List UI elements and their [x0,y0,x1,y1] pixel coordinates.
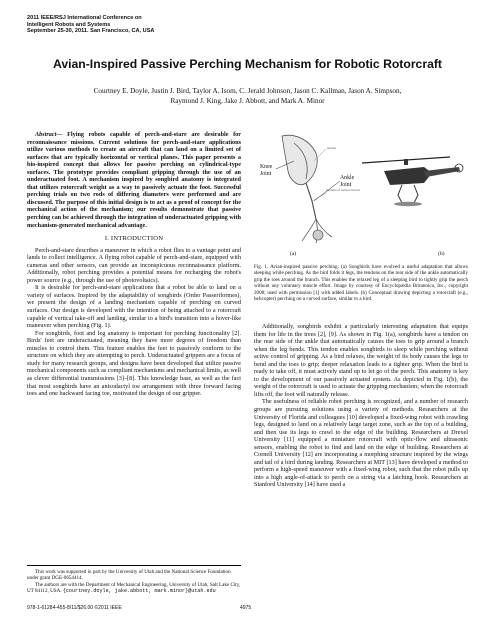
section-heading: I. INTRODUCTION [104,235,164,243]
footer-page-number: 4975 [240,605,252,611]
label-tendon-flexor: tendons of various flexors [326,188,361,192]
intro-paragraph-1: Perch-and-stare describes a maneuver in which a robot flies to a vantage point and lands to collect intelligence. A flying robot capable of perch-and-stare, equipped with cameras and other sensors, can provide an inconspicuous reconnaissance platform. Additionally, robot perching provides a potential means for recharging the robot's power source (e.g., through the use of photovoltaics). [27,246,241,284]
abstract [27,131,241,229]
label-ankle-joint: Joint [340,182,352,188]
footnote-affiliation-text: The authors are with the Department of Mechanical Engineering, University of Utah, Salt Lake City, UT 84112, USA. [27,581,241,595]
left-column [27,131,241,398]
right-paragraph-2: The usefulness of reliable robot perching is recognized, and a number of research groups are pursuing solutions using a variety of methods. Researchers at the University of Florida and colleagues [10] developed a fixed-wing robot with crawling legs, designed to land on a relatively large target zone, such as the top of a building, and then use its legs to crawl to the edge of the building. Researchers at Drexel University [11] equipped a miniature rotorcraft with optic-flow and ultrasonic sensors, enabling the robot to find and land on the edge of building. Researchers at Cornell University [12] are incorporating a morphing structure inspired by the wings and tail of a bird during landing. Researchers at MIT [13] have developed a method to perform a high-speed maneuver with a fixed-wing robot, such that the robot pulls up into a high angle-of-attack to perch on a string via a latching hook. Researchers at Stanford University [14] have used a [254,398,468,489]
helicopter-illustration [362,157,463,206]
conference-header [27,15,154,35]
abstract-text: — Flying robots capable of perch-and-stare are desirable for reconnaissance missions. Current solutions for perch-and-stare applications utilize various methods to create an aircraft that can land on a limited set of surfaces that are typically horizontal or vertical planes. This paper presents a bio-inspired concept that allows for passive perching on cylindrical-type surfaces. The prototype provides compliant gripping through the use of an underactuated foot. A mechanism inspired by songbird anatomy is integrated that utilizes rotorcraft weight as a way to passively actuate the foot. Successful perching trials on two rods of differing diameters were performed and are discussed. The purpose of this initial design is to act as a proof of concept for the mechanical action of the mechanism; our results demonstrate that passive perching can be achieved through the integration of underactuated gripping with mechanism-generated mechanical advantage. [27,131,241,229]
label-tendon: tendon [327,146,337,150]
label-knee: Knee [260,164,273,170]
figure-1-caption: Fig. 1. Avian-inspired passive perching. (a) Songbirds have evolved a useful adaptation that allows sleeping while perching. As the bird folds it legs, the tendons on the rear side of the ankle automatically grip the toes around the branch. This enables the relaxed leg of a sleeping bird to tightly grip the perch without any voluntary muscle effort. Image by courtesy of Encyclopædia Britannica, Inc., copyright 2008; used with permission [1] with added labels. (b) Conceptual drawing depicting a rotorcraft (e.g., helicopter) perching on a curved surface, similar to a bird. [254,264,468,303]
conference-line-1: 2011 IEEE/RSJ International Conference on [27,15,142,21]
footnote [27,565,241,595]
paper-title: Avian-Inspired Passive Perching Mechanism for Robotic Rotorcraft [53,57,442,71]
figure-1-drawing [254,131,468,266]
bird-leg-illustration [282,135,332,243]
conference-line-3: September 25-30, 2011. San Francisco, CA, USA [27,28,155,35]
label-knee-joint: Joint [260,171,272,177]
figure-1 [254,131,468,266]
authors-line-2: Raymond J. King, Jake J. Abbott, and Mark A. Minor [170,97,325,105]
right-column [254,323,468,489]
label-b: (b) [438,251,445,257]
label-ankle: Ankle [340,175,355,181]
abstract-label: Abstract [35,131,57,138]
label-a: (a) [290,251,297,257]
author-list [40,86,455,106]
footnote-affiliation [27,582,241,595]
conference-line-2: Intelligent Robots and Systems [27,21,111,28]
authors-line-1: Courtney E. Doyle, Justin J. Bird, Taylor A. Isom, C. Jerald Johnson, Jason C. Kallman, Jason A. Simpson, [93,87,402,95]
right-paragraph-1: Additionally, songbirds exhibit a particularly interesting adaptation that equips them for life in the trees [2], [9]. As shown in Fig. 1(a), songbirds have a tendon on the rear side of the ankle that automatically causes the toes to grip around a branch when the leg bends. This tendon enables songbirds to sleep while perching without active control of gripping. As a bird relaxes, the weight of its body causes the legs to bend and the toes to grip; deeper relaxation leads to a tighter grip. When the bird is ready to take off, it must actively stand up to let go of the perch. This anatomy is key to the development of our passively actuated system. As depicted in Fig. 1(b), the weight of the rotorcraft is used to actuate the gripping mechanism; when the rotorcraft lifts off, the foot will naturally release. [254,323,468,398]
footnote-emails: {courtney.doyle, jake.abbott, mark.minor}@utah.edu [62,588,216,595]
footer-isbn: 978-1-61284-455-8/11/$26.00 ©2011 IEEE [27,605,122,611]
intro-paragraph-3: For songbirds, foot and leg anatomy is important for perching functionality [2]. Birds' feet are underactuated, meaning they have more degrees of freedom than muscles to control them. This feature enables the feet to passively conform to the structure on which they are attempting to perch. Underactuated grippers are a focus of study for many research groups, and designs have been developed that utilize passive mechanical components such as compliant mechanisms and mechanical limits, as well as clever differential transmissions [3]–[8]. This knowledge base, as well as the fact that most songbirds have an anisodactyl toe arrangement with three forward facing toes and one backward facing toe, motivated the design of our gripper. [27,329,241,398]
intro-paragraph-2: It is desirable for perch-and-stare applications that a robot be able to land on a variety of surfaces. Inspired by the adaptability of songbirds (Order Passeriformes), we present the design of a landing mechanism capable of perching on curved surfaces. Our design is developed with the intention of being attached to a rotorcraft capable of vertical take-off and landing, similar to a bird's transition into a hover-like maneuver when perching (Fig. 1). [27,284,241,330]
footnote-funding: This work was supported in part by the University of Utah and the National Science Foundation under grant DGE-0654414. [27,569,231,582]
